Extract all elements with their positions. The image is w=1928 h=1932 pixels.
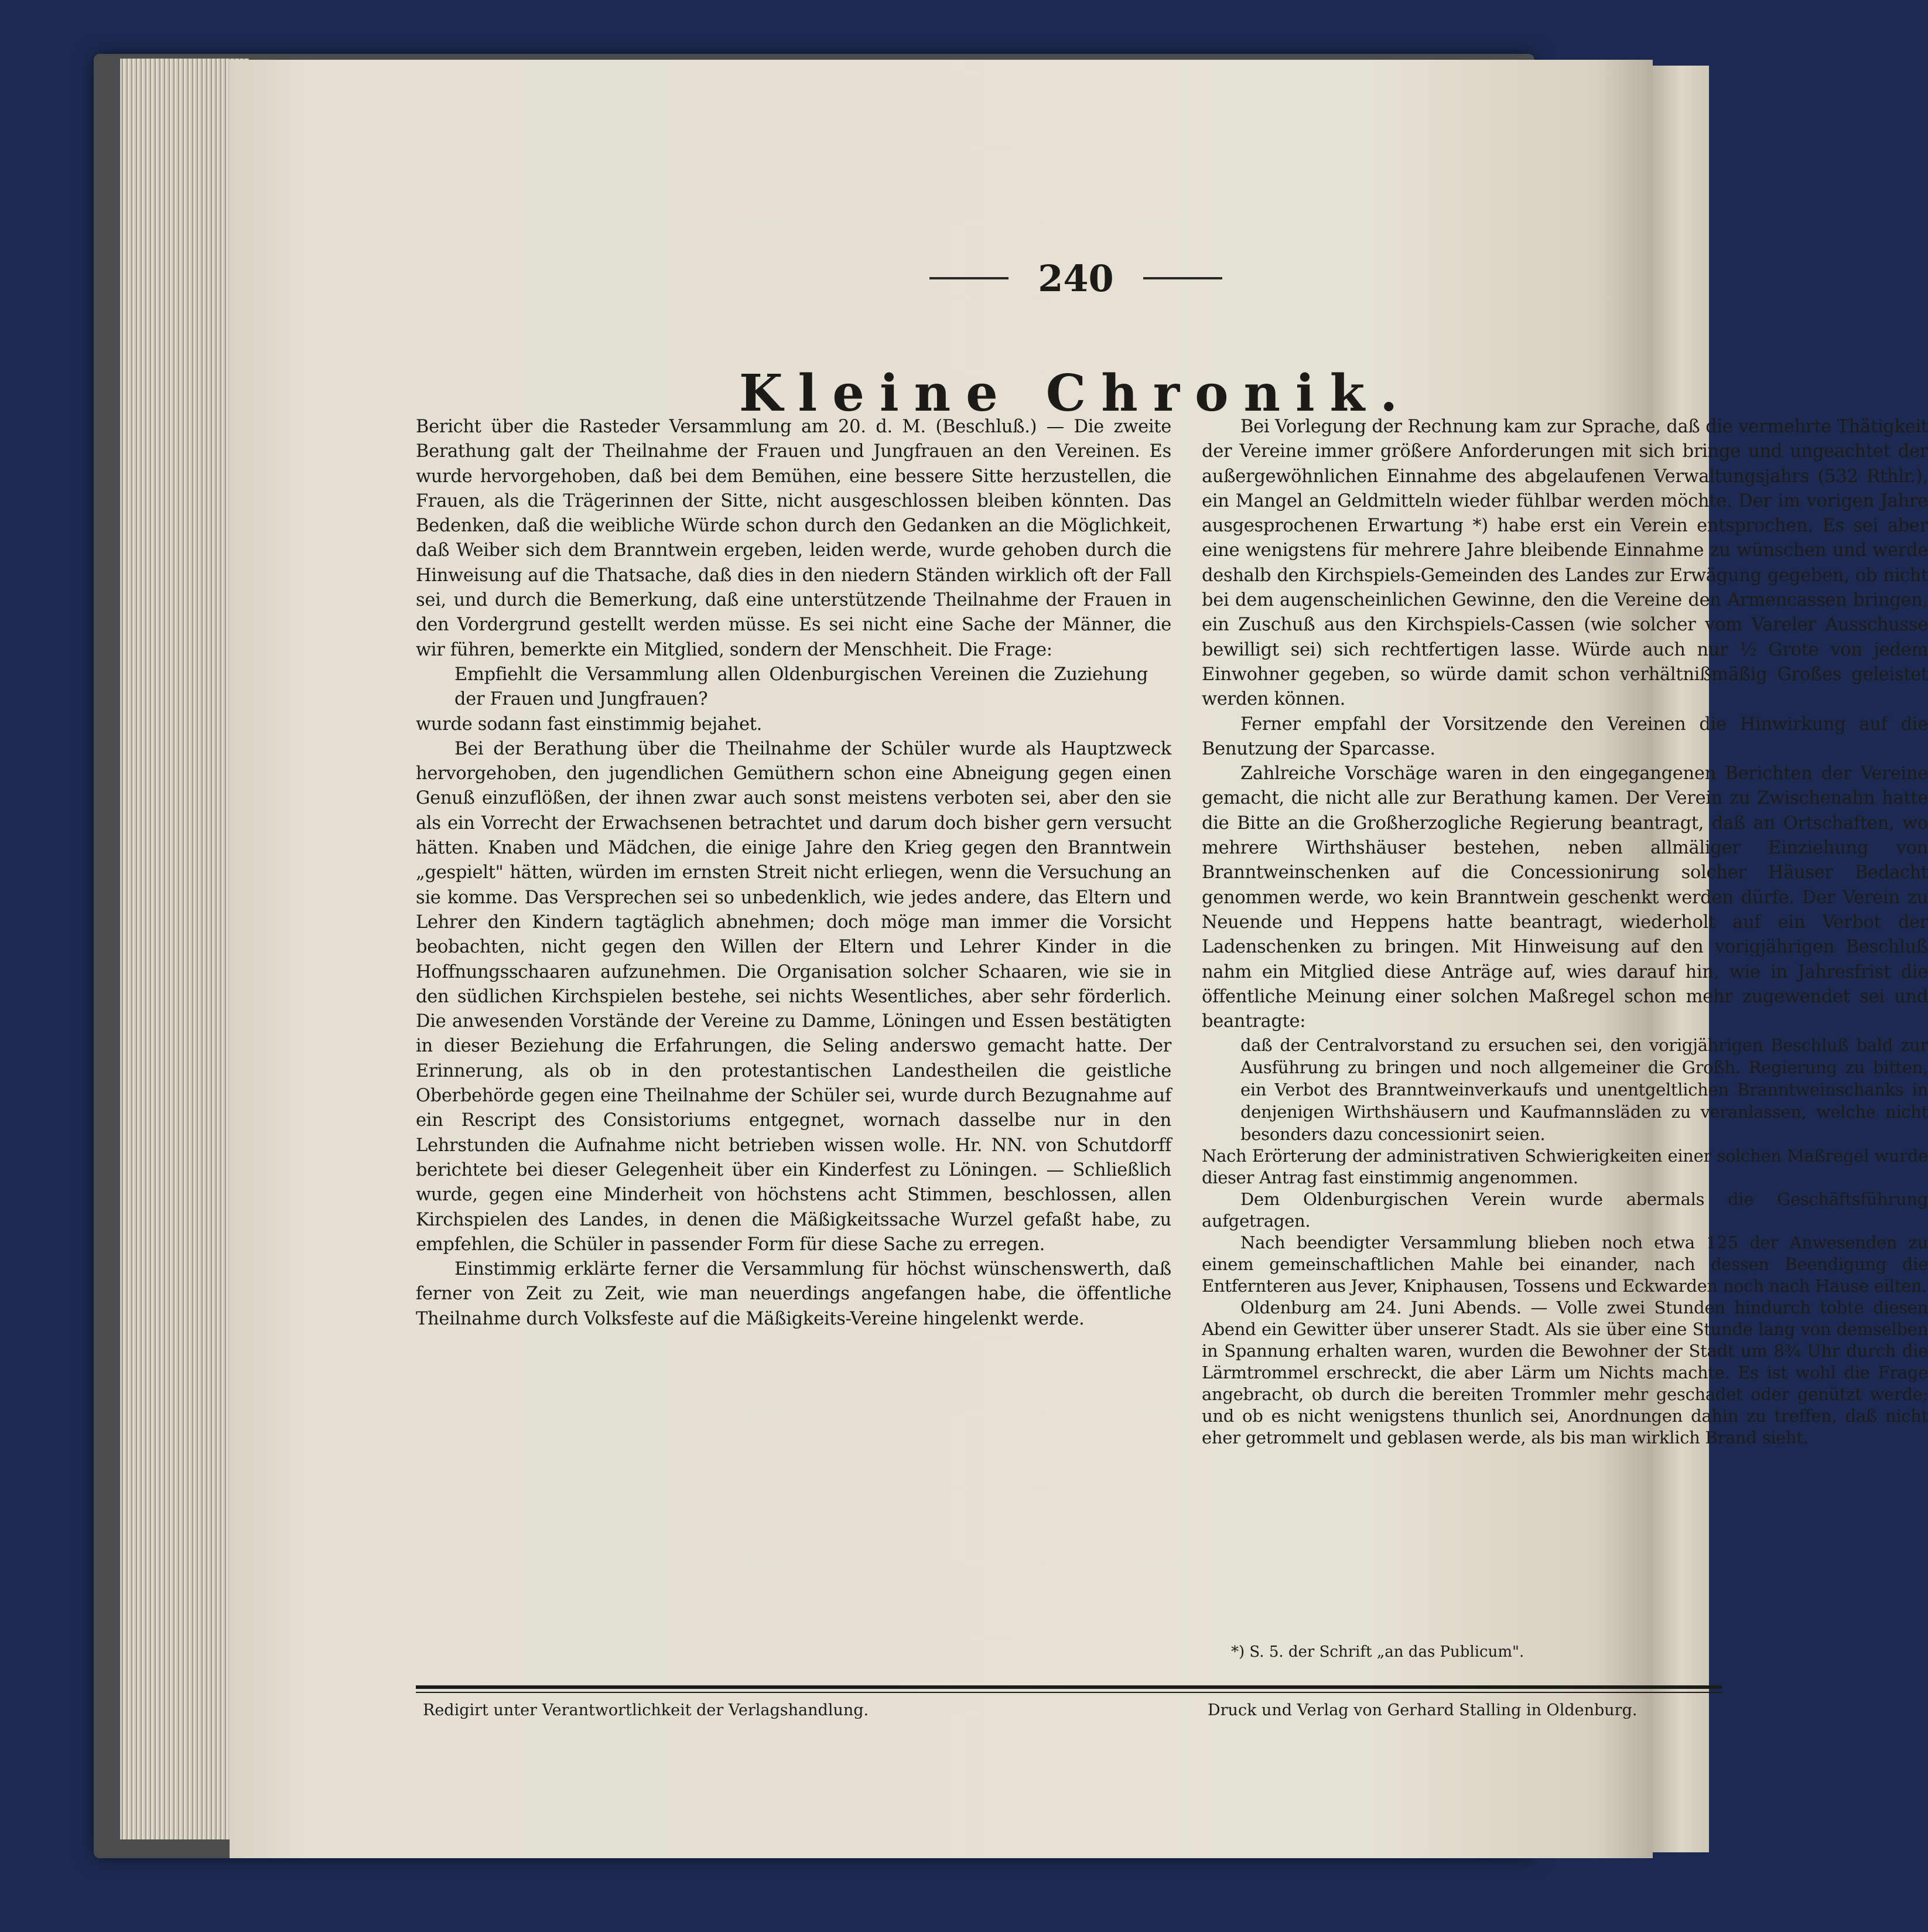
bottom-rule-thin bbox=[416, 1692, 1722, 1693]
section-headline: Kleine Chronik. bbox=[739, 364, 1413, 423]
page-number: 240 bbox=[1038, 257, 1114, 300]
folio-rule-right bbox=[1143, 277, 1222, 279]
resolution-text: daß der Centralvorstand zu ersuchen sei, den vorigjährigen Beschluß bald zur Ausführung zu bringen und noch allgemeiner die Großh. Regierung zu bitten, ein Verbot des Branntweinverkaufs und unentgeltlichen Branntweinschanks in denjenigen Wirthshäusern und Kaufmannsläden zu veranlassen, welche nicht besonders dazu concessionirt seien. bbox=[1240, 1035, 1928, 1145]
article-paragraph: Bei der Berathung über die Theilnahme der Schüler wurde als Hauptzweck hervorgehoben, den jugendlichen Gemüthern schon eine Abneigung gegen einen Genuß einzuflößen, der ihnen zwar auch sonst meistens verboten sei, aber den sie als ein Vorrecht der Erwachsenen betrachtet und darum doch bisher gern versucht hätten. Knaben und Mädchen, die einige Jahre den Krieg gegen den Branntwein „gespielt" hätten, würden im ernsten Streit nicht erliegen, wenn die Versuchung an sie komme. Das Versprechen sei so unbedenklich, wie jedes andere, das Eltern und Lehrer den Kindern tagtäglich abnehmen; doch möge man immer die Vorsicht beobachten, nicht gegen den Willen der Eltern und Lehrer Kinder in die Hoffnungsschaaren aufzunehmen. Die Organisation solcher Schaaren, wie sie in den südlichen Kirchspielen bestehe, sei nichts Wesentliches, aber sehr förderlich. Die anwesenden Vorstände der Vereine zu Damme, Löningen und Essen bestätigten in dieser Beziehung die Erfahrungen, die Seling anderswo gemacht hatte. Der Erinnerung, als ob in den protestantischen Landestheilen die geistliche Oberbehörde gegen eine Theilnahme der Schüler sei, wurde durch Bezugnahme auf ein Rescript des Consistoriums entgegnet, wornach dasselbe nur in den Lehrstunden die Aufnahme nicht betrieben wissen wolle. Hr. NN. von Schutdorff berichtete bei dieser Gelegenheit über ein Kinderfest zu Löningen. — Schließlich wurde, gegen eine Minderheit von höchstens acht Stimmen, beschlossen, allen Kirchspielen des Landes, in denen die Mäßigkeitssache Wurzel gefaßt habe, zu empfehlen, die Schüler in passender Form für diese Sache zu erregen. bbox=[416, 738, 1171, 1255]
article-paragraph: Dem Oldenburgischen Verein wurde abermals die Geschäftsführung aufgetragen. bbox=[1202, 1189, 1928, 1231]
article-paragraph: Nach beendigter Versammlung blieben noch etwa 125 der Anwesenden zu einem gemeinschaftlichen Mahle bei einander, nach dessen Beendigung die Entfernteren aus Jever, Kniphausen, Tossens und Eckwarden noch nach Hause eilten. bbox=[1202, 1233, 1928, 1296]
article-paragraph: Bei Vorlegung der Rechnung kam zur Sprache, daß die vermehrte Thätigkeit der Vereine immer größere Anforderungen mit sich bringe und ungeachtet der außergewöhnlichen Einnahme des abgelaufenen Verwaltungsjahrs (532 Rthlr.), ein Mangel an Geldmitteln wieder fühlbar werden möchte. Der im vorigen Jahre ausgesprochenen Erwartung *) habe erst ein Verein entsprochen. Es sei aber eine wenigstens für mehrere Jahre bleibende Einnahme zu wünschen und werde deshalb den Kirchspiels-Gemeinden des Landes zur Erwägung gegeben, ob nicht bei dem augenscheinlichen Gewinne, den die Vereine den Armencassen bringen, ein Zuschuß aus den Kirchspiels-Cassen (wie solcher vom Vareler Ausschusse bewilligt sei) sich rechtfertigen lasse. Würde auch nur ½ Grote von jedem Einwohner gegeben, so würde damit schon verhältnißmäßig Großes geleistet werden können. bbox=[1202, 417, 1928, 710]
folio-rule-left bbox=[929, 277, 1009, 279]
right-column bbox=[1202, 415, 1928, 1449]
article-paragraph: Ferner empfahl der Vorsitzende den Vereinen die Hinwirkung auf die Benutzung der Sparcasse. bbox=[1202, 714, 1928, 759]
article-paragraph: Zahlreiche Vorschäge waren in den eingegangenen Berichten der Vereine gemacht, die nicht alle zur Berathung kamen. Der Verein zu Zwischenahn hatte die Bitte an die Großherzogliche Regierung beantragt, daß an Ortschaften, wo mehrere Wirthshäuser bestehen, neben allmäliger Einziehung von Branntweinschenken auf die Concessionirung solcher Häuser Bedacht genommen werde, wo kein Branntwein geschenkt werden dürfe. Der Verein zu Neuende und Heppens hatte beantragt, wiederholt auf ein Verbot der Ladenschenken zu bringen. Mit Hinweisung auf den vorigjährigen Beschluß nahm ein Mitglied diese Anträge auf, wies darauf hin, wie in Jahresfrist die öffentliche Meinung einer solchen Maßregel schon mehr zugewendet sei und beantragte: bbox=[1202, 763, 1928, 1032]
article-paragraph: Oldenburg am 24. Juni Abends. — Volle zwei Stunden hindurch tobte diesen Abend ein Gewitter über unserer Stadt. Als sie über eine Stunde lang von demselben in Spannung erhalten waren, wurden die Bewohner der Stadt um 8¾ Uhr durch die Lärmtrommel erschreckt, die aber Lärm um Nichts machte. Es ist wohl die Frage angebracht, ob durch die bereiten Trommler mehr geschadet oder genützt werde; und ob es nicht wenigstens thunlich sei, Anordnungen dahin zu treffen, daß nicht eher getrommelt und geblasen werde, als bis man wirklich Brand sieht. bbox=[1202, 1298, 1928, 1448]
editorial-imprint: Redigirt unter Verantwortlichkeit der Verlagshandlung. bbox=[423, 1701, 869, 1719]
publisher-imprint: Druck und Verlag von Gerhard Stalling in Oldenburg. bbox=[1208, 1701, 1638, 1719]
bottom-rule bbox=[416, 1685, 1722, 1689]
article-paragraph: wurde sodann fast einstimmig bejahet. bbox=[416, 714, 763, 735]
page-number-row bbox=[804, 246, 1348, 310]
article-paragraph: Einstimmig erklärte ferner die Versammlung für höchst wünschenswerth, daß ferner von Zeit zu Zeit, wie man neuerdings angefangen habe, die öffentliche Theilnahme durch Volksfeste auf die Mäßigkeits-Vereine hingelenkt werde. bbox=[416, 1259, 1171, 1329]
left-column bbox=[416, 415, 1171, 1332]
footnote: *) S. 5. der Schrift „an das Publicum". bbox=[1231, 1643, 1524, 1661]
article-paragraph: Nach Erörterung der administrativen Schwierigkeiten einer solchen Maßregel wurde dieser Antrag fast einstimmig angenommen. bbox=[1202, 1146, 1928, 1188]
question-quote: Empfiehlt die Versammlung allen Oldenburgischen Vereinen die Zuziehung der Frauen und Jungfrauen? bbox=[454, 664, 1148, 710]
article-paragraph: Bericht über die Rasteder Versammlung am 20. d. M. (Beschluß.) — Die zweite Berathung galt der Theilnahme der Frauen und Jungfrauen an den Vereinen. Es wurde hervorgehoben, daß bei dem Bemühen, eine bessere Sitte herzustellen, die Frauen, als die Trägerinnen der Sitte, nicht ausgeschlossen bleiben könnten. Das Bedenken, daß die weibliche Würde schon durch den Gedanken an die Möglichkeit, daß Weiber sich dem Branntwein ergeben, leiden werde, wurde gehoben durch die Hinweisung auf die Thatsache, daß dies in den niedern Ständen wirklich oft der Fall sei, und durch die Bemerkung, daß eine unterstützende Theilnahme der Frauen in den Vordergrund gestellt werden müsse. Es sei nicht eine Sache der Männer, die wir führen, bemerkte ein Mitglied, sondern der Menschheit. Die Frage: bbox=[416, 417, 1171, 660]
book-page bbox=[230, 60, 1928, 1858]
